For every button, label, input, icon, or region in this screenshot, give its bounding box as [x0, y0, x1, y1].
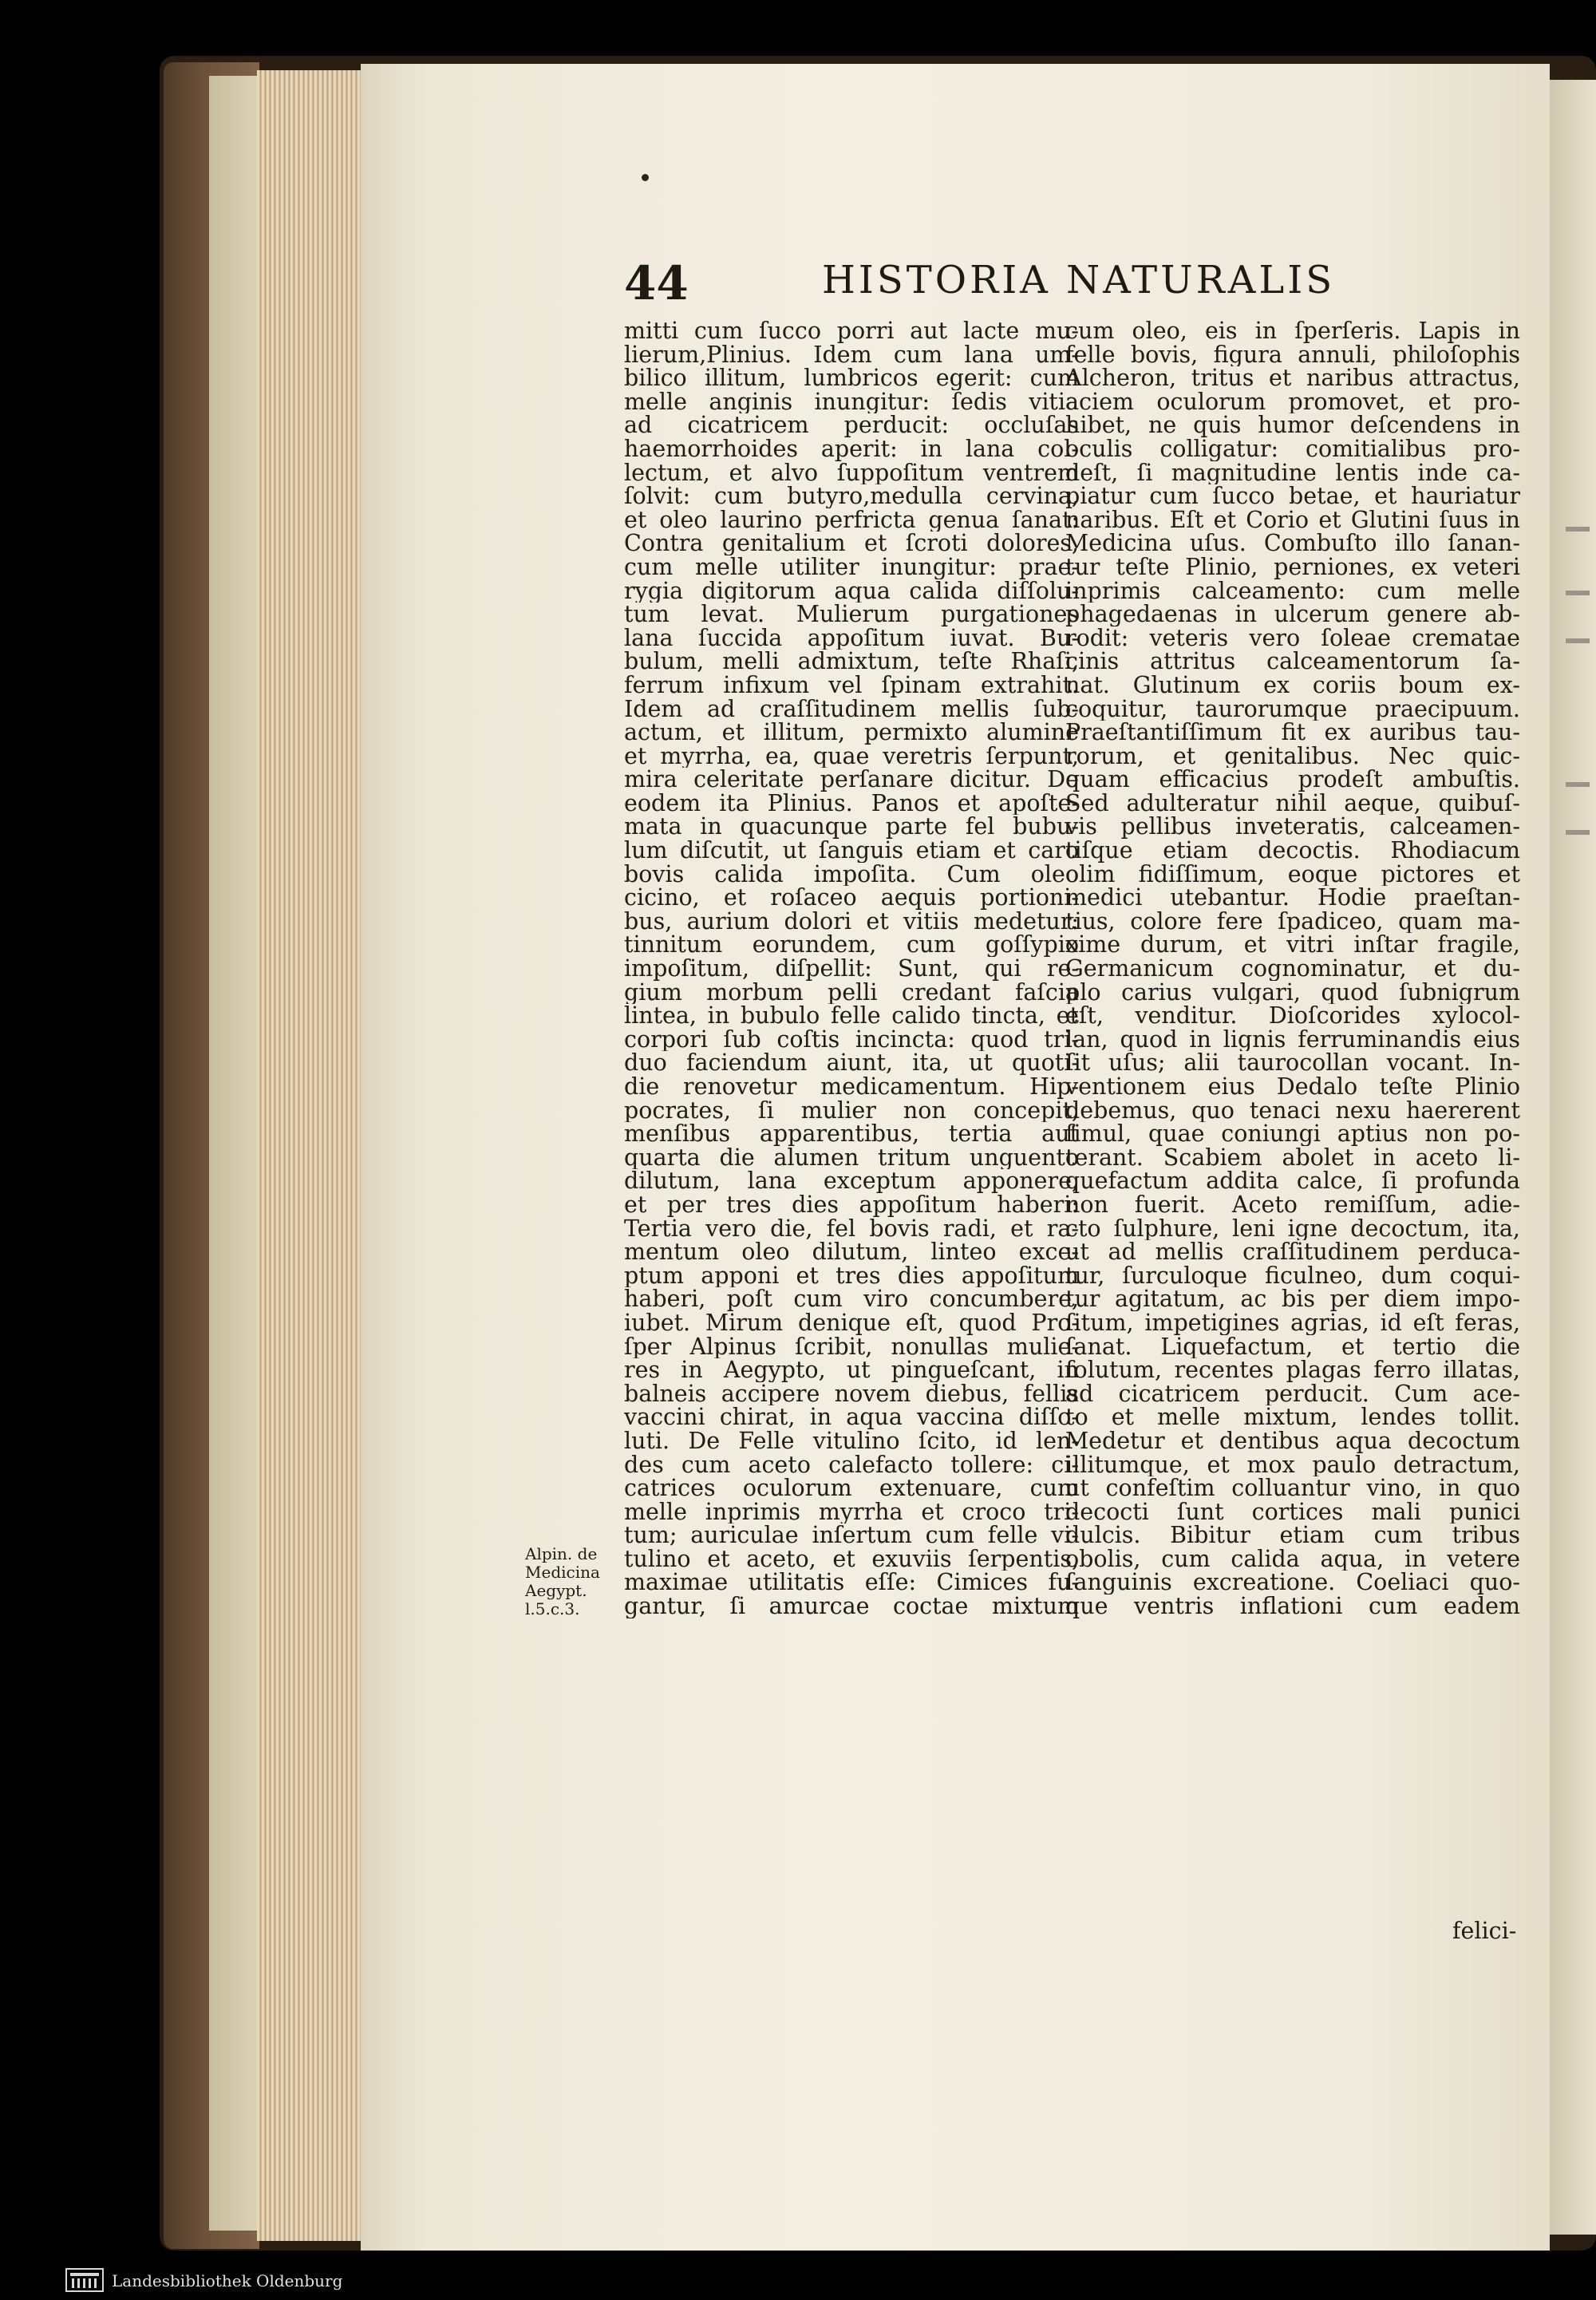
text-line: lana ſuccida appoſitum iuvat. Bu-	[624, 626, 1079, 650]
text-line: gantur, ſi amurcae coctae mixtum	[624, 1595, 1079, 1618]
text-line: duo faciendum aiunt, ita, ut quoti-	[624, 1051, 1079, 1075]
text-line: Medicina	[525, 1563, 600, 1582]
text-line: melle inprimis myrrha et croco tri-	[624, 1500, 1079, 1524]
text-line: ſitum, impetigines agrias, id eſt feras,	[1065, 1310, 1520, 1335]
text-line: ut ad mellis craſſitudinem perduca-	[1065, 1240, 1520, 1264]
text-line: melle anginis inungitur: ſedis vitia	[624, 389, 1079, 414]
text-line: tur agitatum, ac bis per diem impo-	[1065, 1287, 1520, 1311]
text-line: aciem oculorum promovet, et pro-	[1065, 389, 1520, 414]
text-line: quarta die alumen tritum unguento	[624, 1145, 1079, 1170]
text-line: non fuerit. Aceto remiſſum, adie-	[1065, 1192, 1520, 1217]
text-line: ut confeſtim colluantur vino, in quo	[1065, 1476, 1520, 1500]
facing-page-edge	[1550, 80, 1596, 2235]
text-column-left	[624, 319, 1079, 1618]
text-line: menſibus apparentibus, tertia aut	[624, 1122, 1079, 1146]
text-line: Alpin. de	[525, 1544, 598, 1563]
text-line: mitti cum ſucco porri aut lacte mu-	[624, 319, 1079, 343]
text-line: et myrrha, ea, quae veretris ſerpunt,	[624, 744, 1079, 769]
text-line: to et melle mixtum, lendes tollit.	[1065, 1405, 1520, 1429]
text-line: lan, quod in lignis ferruminandis eius	[1065, 1027, 1520, 1052]
text-line: res in Aegypto, ut pingueſcant, in	[624, 1358, 1079, 1382]
text-line: actum, et illitum, permixto alumine	[624, 721, 1079, 745]
text-line: eodem ita Plinius. Panos et apoſte-	[624, 791, 1079, 816]
text-line: rodit: veteris vero ſoleae crematae	[1065, 626, 1520, 650]
library-name: Landesbibliothek Oldenburg	[112, 2271, 343, 2290]
text-line: Praeſtantiſſimum fit ex auribus tau-	[1065, 721, 1520, 745]
text-line: Contra genitalium et ſcroti dolores,	[624, 532, 1079, 555]
text-line: des cum aceto calefacto tollere: ci-	[624, 1452, 1079, 1477]
text-line: ad cicatricem perducit: occluſas	[624, 413, 1079, 437]
text-line: terant. Scabiem abolet in aceto li-	[1065, 1145, 1520, 1170]
text-line: ſolvit: cum butyro,medulla cervina,	[624, 484, 1079, 508]
text-line: Medetur et dentibus aqua decoctum	[1065, 1429, 1520, 1453]
text-line: mentum oleo dilutum, linteo exce-	[624, 1240, 1079, 1264]
text-line: ſimul, quae coniungi aptius non po-	[1065, 1122, 1520, 1146]
text-line: impoſitum, diſpellit: Sunt, qui re-	[624, 957, 1079, 981]
text-line: cum oleo, eis in ſperſeris. Lapis in	[1065, 319, 1520, 343]
facing-page-mark	[1566, 591, 1590, 595]
text-line: tur, ſurculoque ficulneo, dum coqui-	[1065, 1263, 1520, 1288]
catchword: felici-	[1452, 1918, 1517, 1944]
text-line: coquitur, taurorumque praecipuum.	[1065, 697, 1520, 721]
text-line: rygia digitorum aqua calida diſſolu-	[624, 579, 1079, 603]
text-line: cinis attritus calceamentorum ſa-	[1065, 650, 1520, 674]
text-line: tius, colore fere ſpadiceo, quam ma-	[1065, 909, 1520, 934]
library-building-icon	[65, 2268, 104, 2292]
text-line: dilutum, lana exceptum apponere,	[624, 1169, 1079, 1193]
text-line: ventionem eius Dedalo teſte Plinio	[1065, 1075, 1520, 1099]
text-line: ſper Alpinus ſcribit, nonullas mulie-	[624, 1334, 1079, 1359]
text-line: Alcheron, tritus et naribus attractus,	[1065, 366, 1520, 390]
text-line: balneis accipere novem diebus, fellis	[624, 1381, 1079, 1406]
footer-bar	[0, 2262, 1596, 2300]
text-line: nat. Glutinum ex coriis boum ex-	[1065, 673, 1520, 698]
text-line: catrices oculorum extenuare, cum	[624, 1476, 1079, 1500]
text-line: Germanicum cognominatur, et du-	[1065, 957, 1520, 981]
text-line: ſanat. Liquefactum, et tertio die	[1065, 1334, 1520, 1359]
facing-page-mark	[1566, 830, 1590, 835]
text-line: ſolutum, recentes plagas ferro illatas,	[1065, 1358, 1520, 1382]
text-line: die renovetur medicamentum. Hip-	[624, 1075, 1079, 1099]
text-line: cto ſulphure, leni igne decoctum, ita,	[1065, 1216, 1520, 1241]
text-line: mata in quacunque parte fel bubu-	[624, 815, 1079, 840]
text-line: inprimis calceamento: cum melle	[1065, 579, 1520, 603]
text-line: ad cicatricem perducit. Cum ace-	[1065, 1381, 1520, 1406]
text-line: et per tres dies appoſitum haberi:	[624, 1192, 1079, 1217]
text-line: mira celeritate perſanare dicitur. De	[624, 768, 1079, 792]
text-line: maximae utilitatis eſſe: Cimices fu-	[624, 1571, 1079, 1595]
text-line: debemus, quo tenaci nexu haererent	[1065, 1098, 1520, 1123]
text-line: Sed adulteratur nihil aeque, quibuſ-	[1065, 791, 1520, 816]
text-line: bilico illitum, lumbricos egerit: cum	[624, 366, 1079, 390]
text-line: et oleo laurino perfricta genua ſanat:	[624, 508, 1079, 532]
text-line: Aegypt.	[525, 1581, 587, 1600]
text-line: medici utebantur. Hodie praeſtan-	[1065, 886, 1520, 910]
text-line: vaccini chirat, in aqua vaccina diſſo-	[624, 1405, 1079, 1429]
text-line: naribus. Eſt et Corio et Glutini ſuus in	[1065, 508, 1520, 532]
text-line: tum levat. Mulierum purgationes	[624, 603, 1079, 626]
text-line: lierum,Plinius. Idem cum lana um-	[624, 342, 1079, 367]
text-line: vis pellibus inveteratis, calceamen-	[1065, 815, 1520, 840]
text-line: decocti ſunt cortices mali punici	[1065, 1500, 1520, 1524]
text-line: gium morbum pelli credant faſcia	[624, 980, 1079, 1005]
page-number: 44	[624, 256, 689, 310]
text-line: hibet, ne quis humor deſcendens in	[1065, 413, 1520, 437]
page-edges	[257, 70, 364, 2241]
text-line: haberi, poſt cum viro concumbere,	[624, 1287, 1079, 1311]
text-line: ferrum infixum vel ſpinam extrahit.	[624, 673, 1079, 698]
facing-page-mark	[1566, 638, 1590, 643]
text-line: illitumque, et mox paulo detractum,	[1065, 1452, 1520, 1477]
text-line: rorum, et genitalibus. Nec quic-	[1065, 744, 1520, 769]
text-line: tulino et aceto, et exuviis ſerpentis,	[624, 1547, 1079, 1571]
text-line: Tertia vero die, fel bovis radi, et ra-	[624, 1216, 1079, 1241]
text-line: plo carius vulgari, quod ſubnigrum	[1065, 980, 1520, 1005]
text-line: que ventris inflationi cum eadem	[1065, 1595, 1520, 1618]
text-line: phagedaenas in ulcerum genere ab-	[1065, 603, 1520, 626]
text-line: cicino, et roſaceo aequis portioni-	[624, 886, 1079, 910]
text-line: ſit uſus; alii taurocollan vocant. In-	[1065, 1051, 1520, 1075]
text-line: olim fidiſſimum, eoque pictores et	[1065, 862, 1520, 887]
facing-page-mark	[1566, 782, 1590, 787]
text-line: eſt, venditur. Dioſcorides xylocol-	[1065, 1004, 1520, 1028]
page-mark-dot	[642, 174, 649, 181]
text-line: quam efficacius prodeſt ambuſtis.	[1065, 768, 1520, 792]
text-line: piatur cum ſucco betae, et hauriatur	[1065, 484, 1520, 508]
text-line: haemorrhoides aperit: in lana col-	[624, 437, 1079, 461]
text-column-right	[1065, 319, 1520, 1618]
text-line: tum; auriculae inſertum cum felle vi-	[624, 1523, 1079, 1547]
text-line: bulum, melli admixtum, teſte Rhaſi,	[624, 650, 1079, 674]
text-line: ptum apponi et tres dies appoſitum	[624, 1263, 1079, 1288]
text-line: l.5.c.3.	[525, 1599, 580, 1618]
text-line: lectum, et alvo ſuppoſitum ventrem	[624, 460, 1079, 485]
text-line: Medicina uſus. Combuſto illo ſanan-	[1065, 532, 1520, 555]
text-line: quefactum addita calce, ſi profunda	[1065, 1169, 1520, 1193]
text-line: tinnitum eorundem, cum goſſypio	[624, 933, 1079, 958]
text-line: corpori ſub coſtis incincta: quod tri-	[624, 1027, 1079, 1052]
text-line: cum melle utiliter inungitur: prae-	[624, 555, 1079, 579]
text-line: lum diſcutit, ut ſanguis etiam et caro	[624, 839, 1079, 863]
text-line: luti. De Felle vitulino ſcito, id len-	[624, 1429, 1079, 1453]
text-line: dulcis. Bibitur etiam cum tribus	[1065, 1523, 1520, 1547]
text-line: lintea, in bubulo felle calido tincta, et	[624, 1004, 1079, 1028]
text-line: bovis calida impoſita. Cum oleo	[624, 862, 1079, 887]
text-line: Idem ad craſſitudinem mellis ſub-	[624, 697, 1079, 721]
facing-page-mark	[1566, 527, 1590, 532]
text-line: tiſque etiam decoctis. Rhodiacum	[1065, 839, 1520, 863]
text-line: obolis, cum calida aqua, in vetere	[1065, 1547, 1520, 1571]
text-line: deſt, ſi magnitudine lentis inde ca-	[1065, 460, 1520, 485]
text-line: xime durum, et vitri inſtar fragile,	[1065, 933, 1520, 958]
text-line: iubet. Mirum denique eſt, quod Pro-	[624, 1310, 1079, 1335]
text-line: tur teſte Plinio, perniones, ex veteri	[1065, 555, 1520, 579]
text-line: pocrates, ſi mulier non concepit,	[624, 1098, 1079, 1123]
margin-note	[525, 1545, 621, 1618]
text-line: oculis colligatur: comitialibus pro-	[1065, 437, 1520, 461]
text-line: ſanguinis excreatione. Coeliaci quo-	[1065, 1571, 1520, 1595]
text-line: bus, aurium dolori et vitiis medetur:	[624, 909, 1079, 934]
text-line: felle bovis, figura annuli, philoſophis	[1065, 342, 1520, 367]
running-head: HISTORIA NATURALIS	[822, 258, 1336, 302]
